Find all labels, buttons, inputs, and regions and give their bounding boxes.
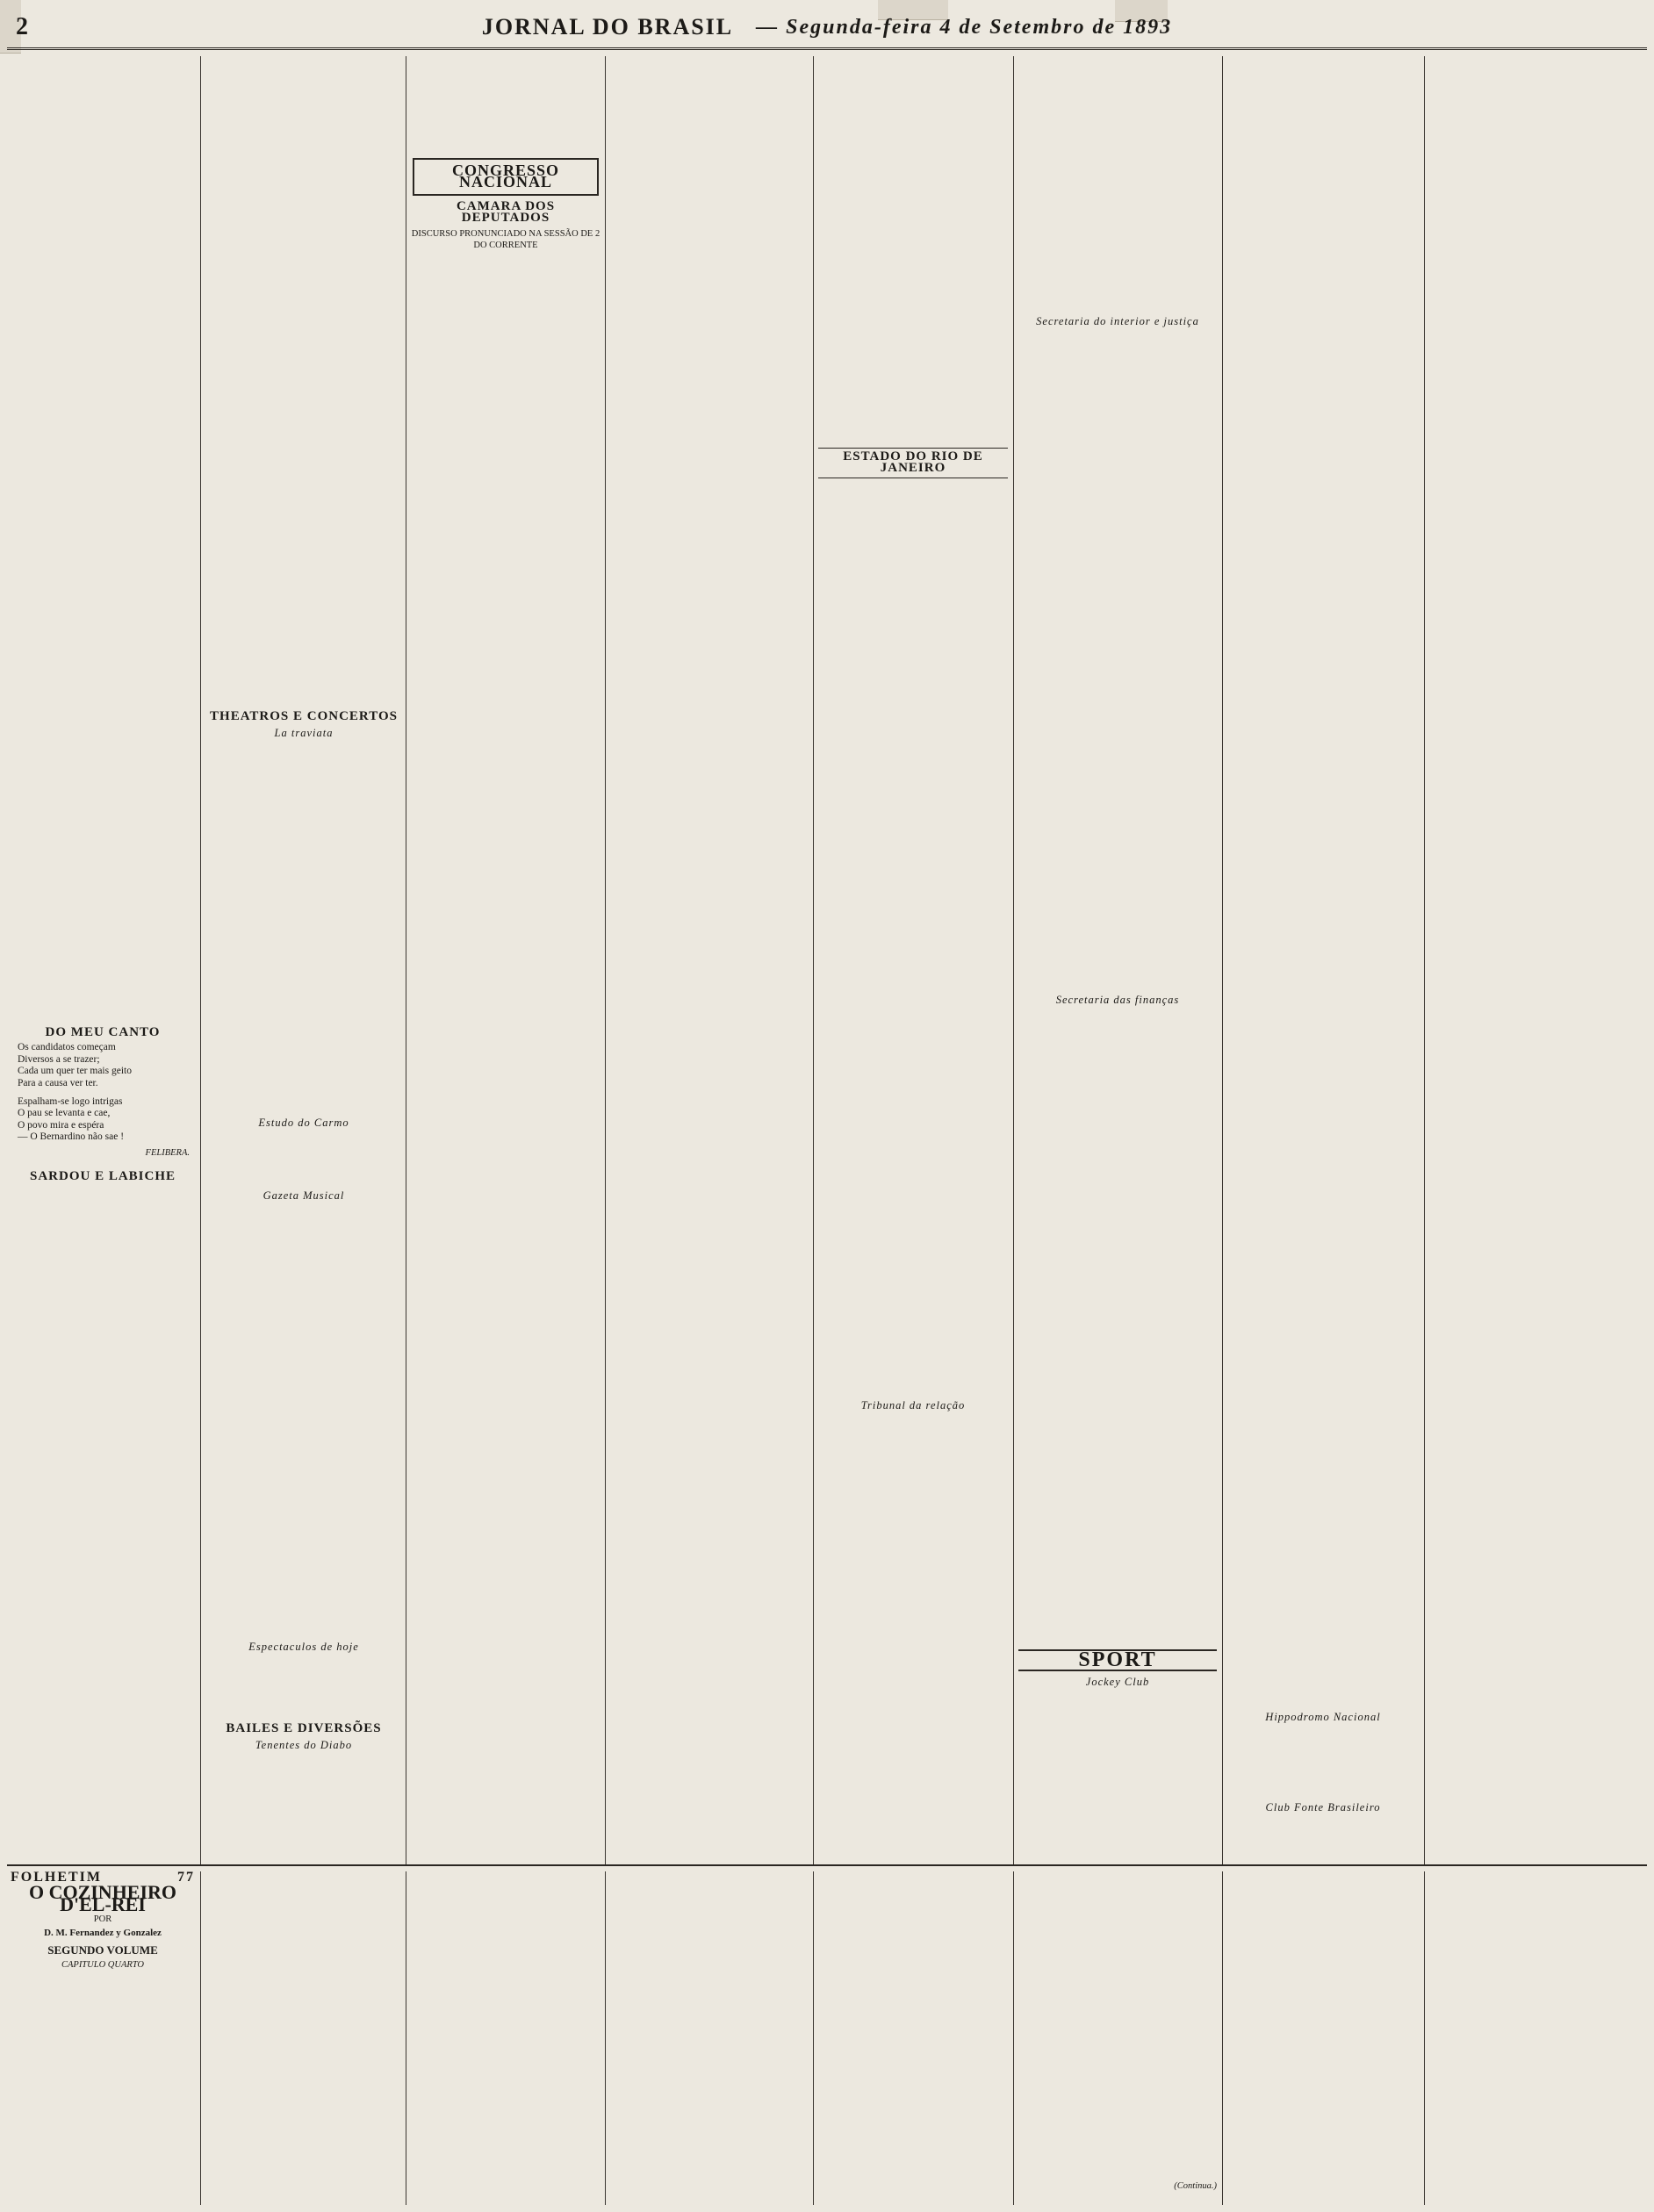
section-title-bailes: BAILES E DIVERSÕES xyxy=(226,1721,382,1736)
illegible-text-block xyxy=(207,743,400,1112)
illegible-text-block xyxy=(1227,56,1419,1706)
poem-line: O pau se levanta e cae, xyxy=(18,1108,111,1119)
poem-line: Os candidatos começam xyxy=(18,1042,116,1053)
illegible-text-block xyxy=(207,1656,400,1718)
poem-line: — O Bernardino não sae ! xyxy=(18,1131,125,1143)
congress-header-box xyxy=(413,158,599,196)
column-rule xyxy=(1424,1871,1425,2205)
poem-spacer xyxy=(18,1089,188,1096)
folhetim-chapter: CAPITULO QUARTO xyxy=(61,1960,145,1971)
illegible-text-block xyxy=(1018,56,1217,311)
column-rule xyxy=(1013,56,1014,1864)
column-rule xyxy=(1424,56,1425,1864)
column-7 xyxy=(1227,56,1419,1856)
section-subtitle-traviata: La traviata xyxy=(274,727,334,740)
section-subtitle-tenentes: Tenentes do Diabo xyxy=(255,1739,353,1752)
section-title-estado: ESTADO DO RIO DE JANEIRO xyxy=(818,448,1008,478)
column-1 xyxy=(11,56,195,1856)
folhetim-number: 77 xyxy=(177,1871,195,1885)
poem-line: Diversos a se trazer; xyxy=(18,1053,100,1065)
column-rule xyxy=(813,56,814,1864)
folhetim-header xyxy=(11,1871,195,2205)
section-title-hippodromo: Hippodromo Nacional xyxy=(1265,1711,1381,1723)
section-title-gazeta: Gazeta Musical xyxy=(262,1189,345,1203)
section-title-tribunal: Tribunal da relação xyxy=(860,1398,966,1411)
page-number: 2 xyxy=(16,13,30,40)
poem-line: Espalham-se logo intrigas xyxy=(18,1096,123,1108)
continued-note: (Continua.) xyxy=(1174,2181,1217,2191)
column-rule xyxy=(813,1871,814,2205)
column-8 xyxy=(1429,56,1645,1856)
poem xyxy=(18,1042,188,1143)
column-rule xyxy=(200,56,201,1864)
feuilleton-rule xyxy=(7,1864,1647,1866)
folhetim-label: FOLHETIM xyxy=(11,1871,103,1885)
section-title-sardou: SARDOU E LABICHE xyxy=(29,1169,176,1184)
section-title-club: Club Fonte Brasileiro xyxy=(1265,1801,1381,1814)
illegible-text-block xyxy=(818,482,1008,1395)
section-title-theatros: THEATROS E CONCERTOS xyxy=(210,709,398,723)
illegible-text-block xyxy=(207,1206,400,1636)
dateline: — Segunda-feira 4 de Setembro de 1893 xyxy=(756,15,1173,39)
poem-author: FELIBERA. xyxy=(145,1147,190,1158)
folhetim-volume: SEGUNDO VOLUME xyxy=(47,1943,158,1957)
poem-line: Para a causa ver ter. xyxy=(18,1077,98,1088)
illegible-text-block xyxy=(1227,1727,1419,1797)
speech-note: DISCURSO PRONUNCIADO NA SESSÃO DE 2 DO CORRENTE xyxy=(411,228,600,251)
column-4 xyxy=(611,56,808,1856)
section-title-congresso: CONGRESSO NACIONAL xyxy=(451,162,560,191)
folhetim-title: O COZINHEIRO D'EL-REI xyxy=(28,1881,177,1915)
illegible-text-block xyxy=(207,1132,400,1185)
column-5 xyxy=(818,56,1008,1856)
illegible-text-block xyxy=(411,56,600,153)
column-6 xyxy=(1018,56,1217,1856)
column-3 xyxy=(411,56,600,1856)
illegible-text-block xyxy=(11,56,195,1022)
column-rule xyxy=(605,1871,606,2205)
section-title-financas: Secretaria das finanças xyxy=(1055,994,1180,1007)
column-rule xyxy=(1222,56,1223,1864)
section-subtitle-camara: CAMARA DOS DEPUTADOS xyxy=(456,198,556,226)
section-title-carmo: Estudo do Carmo xyxy=(258,1116,349,1129)
section-title-interior: Secretaria do interior e justiça xyxy=(1036,315,1199,327)
section-title-meu-canto: DO MEU CANTO xyxy=(45,1025,161,1039)
folhetim-author: D. M. Fernandez y Gonzalez xyxy=(44,1927,162,1938)
section-subtitle-jockey: Jockey Club xyxy=(1085,1676,1150,1689)
column-rule xyxy=(1013,1871,1014,2205)
column-rule xyxy=(1222,1871,1223,2205)
newspaper-title: JORNAL DO BRASIL xyxy=(481,14,734,40)
column-rule xyxy=(200,1871,201,2205)
column-2 xyxy=(207,56,400,1856)
poem-line: O povo mira e espéra xyxy=(18,1119,104,1131)
poem-line: Cada um quer ter mais geito xyxy=(18,1066,132,1077)
folhetim-title-block xyxy=(11,1871,195,1971)
illegible-text-block xyxy=(1018,331,1217,989)
continued-note-container xyxy=(1018,2180,1217,2198)
column-rule xyxy=(605,56,606,1864)
section-title-sport: SPORT xyxy=(1018,1649,1217,1671)
illegible-text-block xyxy=(1018,1010,1217,1642)
section-title-espectaculos: Espectaculos de hoje xyxy=(248,1640,359,1653)
masthead xyxy=(7,7,1647,50)
illegible-text-block xyxy=(207,56,400,706)
folhetim-por: POR xyxy=(93,1914,112,1925)
illegible-text-block xyxy=(818,56,1008,442)
